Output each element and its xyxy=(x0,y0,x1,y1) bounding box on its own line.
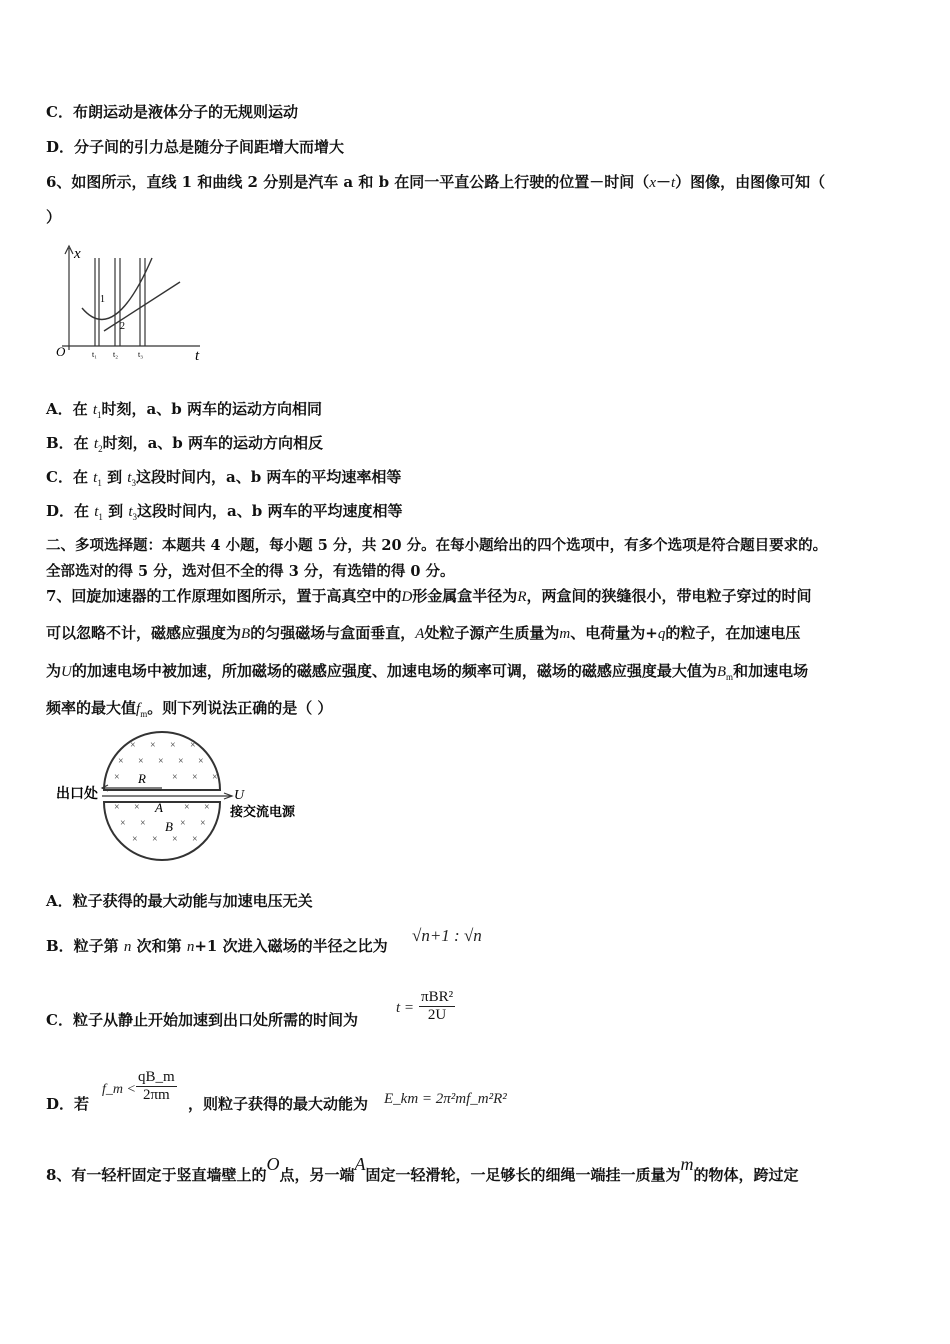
q6-tick-t1: t₁ xyxy=(92,350,98,359)
q7-ac-label: 接交流电源 xyxy=(230,804,296,819)
q7-u-label: U xyxy=(234,788,245,803)
field-cross-mark: × xyxy=(134,802,140,813)
q7-option-d-numerator: qB_m xyxy=(138,1069,175,1085)
field-cross-mark: × xyxy=(172,834,178,845)
section2-line2: 全部选对的得 5 分，选对但不全的得 3 分，有选错的得 0 分。 xyxy=(46,563,455,580)
q6-option-c: C．在 $t_1$ 到 $t_3$这段时间内，a、b 两车的平均速率相等 xyxy=(46,468,402,488)
field-cross-mark: × xyxy=(152,834,158,845)
q7-option-d-formula: E_km = 2π²mf_m²R² xyxy=(384,1091,507,1107)
q7-r-label: R xyxy=(138,771,146,786)
field-cross-mark: × xyxy=(118,756,124,767)
field-cross-mark: × xyxy=(184,802,190,813)
q6-stem-prefix: 6、如图所示，直线 1 和曲线 2 分别是汽车 a 和 b 在同一平直公路上行驶的位置－时间（ xyxy=(46,173,650,191)
field-cross-mark: × xyxy=(120,818,126,829)
field-cross-mark: × xyxy=(130,740,136,751)
field-cross-mark: × xyxy=(114,802,120,813)
q6-option-a: A．在 $t_1$时刻，a、b 两车的运动方向相同 xyxy=(46,400,322,420)
q7-option-d-denominator: 2πm xyxy=(136,1086,177,1104)
field-cross-mark: × xyxy=(150,740,156,751)
q7-stem-line4: 频率的最大值$f_m$。则下列说法正确的是（ ） xyxy=(46,699,333,719)
field-cross-mark: × xyxy=(178,756,184,767)
field-cross-mark: × xyxy=(192,834,198,845)
q6-curve-2 xyxy=(82,258,152,319)
field-cross-mark: × xyxy=(190,740,196,751)
q5-option-d: D．分子间的引力总是随分子间距增大而增大 xyxy=(46,138,345,156)
field-cross-mark: × xyxy=(212,772,218,783)
q7-option-c-lhs: t = xyxy=(396,1000,415,1016)
field-cross-mark: × xyxy=(172,772,178,783)
q6-xt-graph xyxy=(52,238,212,366)
q7-option-c-fraction xyxy=(419,989,455,1024)
q6-axis-label-x: x xyxy=(74,246,81,262)
q7-b-label: B xyxy=(165,819,173,834)
field-cross-mark: × xyxy=(114,772,120,783)
section2-line1: 二、多项选择题：本题共 4 小题，每小题 5 分，共 20 分。在每小题给出的四个选项中，有多个选项是符合题目要求的。 xyxy=(46,537,828,554)
q6-tick-t3: t₃ xyxy=(138,350,144,359)
q7-stem-line3: 为U的加速电场中被加速，所加磁场的磁感应强度、加速电场的频率可调，磁场的磁感应强度最大值为$B_m$和加速电场 xyxy=(46,662,809,682)
q7-cyclotron-figure xyxy=(52,728,312,863)
field-cross-mark: × xyxy=(132,834,138,845)
q7-option-d-fraction xyxy=(136,1069,177,1104)
q6-axis-label-t: t xyxy=(195,348,200,364)
field-cross-mark: × xyxy=(200,818,206,829)
q7-option-d-mid: ，则粒子获得的最大动能为 xyxy=(188,1095,369,1113)
q7-option-b-formula: √n+1 : √n xyxy=(412,926,482,945)
field-cross-mark: × xyxy=(198,756,204,767)
field-cross-mark: × xyxy=(180,818,186,829)
q6-stem-suffix: ）图像，由图像可知（ xyxy=(675,173,826,191)
q6-option-b: B．在 $t_2$时刻，a、b 两车的运动方向相反 xyxy=(46,434,324,454)
field-cross-mark: × xyxy=(170,740,176,751)
q6-stem-var-x: x xyxy=(649,175,656,191)
q8-stem: 8、有一轻杆固定于竖直墙壁上的O点，另一端A固定一轻滑轮，一足够长的细绳一端挂一质量为m的物体，跨过定 xyxy=(46,1154,799,1184)
q7-option-d-pre: D．若 xyxy=(46,1095,90,1113)
q7-option-c-denominator: 2U xyxy=(419,1006,455,1024)
q6-stem-close: ） xyxy=(46,208,62,226)
field-cross-mark: × xyxy=(158,756,164,767)
q6-stem-dash: － xyxy=(655,173,671,191)
q5-option-c: C．布朗运动是液体分子的无规则运动 xyxy=(46,103,298,121)
q6-origin-label: O xyxy=(56,344,66,359)
q7-option-d-lhs: f_m < xyxy=(102,1082,136,1097)
field-cross-mark: × xyxy=(204,802,210,813)
q7-stem-line1: 7、回旋加速器的工作原理如图所示，置于高真空中的D形金属盒半径为R，两盒间的狭缝很小，带电粒子穿过的时间 xyxy=(46,587,812,605)
q7-option-c: C．粒子从静止开始加速到出口处所需的时间为 xyxy=(46,1011,358,1029)
q6-stem-var-t: t xyxy=(671,175,676,191)
q7-stem-line2: 可以忽略不计，磁感应强度为B的匀强磁场与盒面垂直，A处粒子源产生质量为m、电荷量为+q的粒子，在加速电压 xyxy=(46,624,801,642)
q6-option-d: D．在 $t_1$ 到 $t_3$这段时间内，a、b 两车的平均速度相等 xyxy=(46,502,403,522)
q7-option-a: A．粒子获得的最大动能与加速电压无关 xyxy=(46,892,313,910)
q7-option-b: B．粒子第 n 次和第 n+1 次进入磁场的半径之比为 xyxy=(46,937,388,955)
field-cross-mark: × xyxy=(140,818,146,829)
q6-label-2: 2 xyxy=(120,321,125,332)
q7-a-label: A xyxy=(155,800,163,815)
q6-label-1: 1 xyxy=(100,294,105,305)
q6-tick-t2: t₂ xyxy=(113,350,119,359)
field-cross-mark: × xyxy=(138,756,144,767)
q7-option-c-numerator: πBR² xyxy=(421,989,454,1005)
field-cross-mark: × xyxy=(192,772,198,783)
q6-stem xyxy=(46,172,825,193)
q7-exit-label: 出口处 xyxy=(56,787,98,802)
